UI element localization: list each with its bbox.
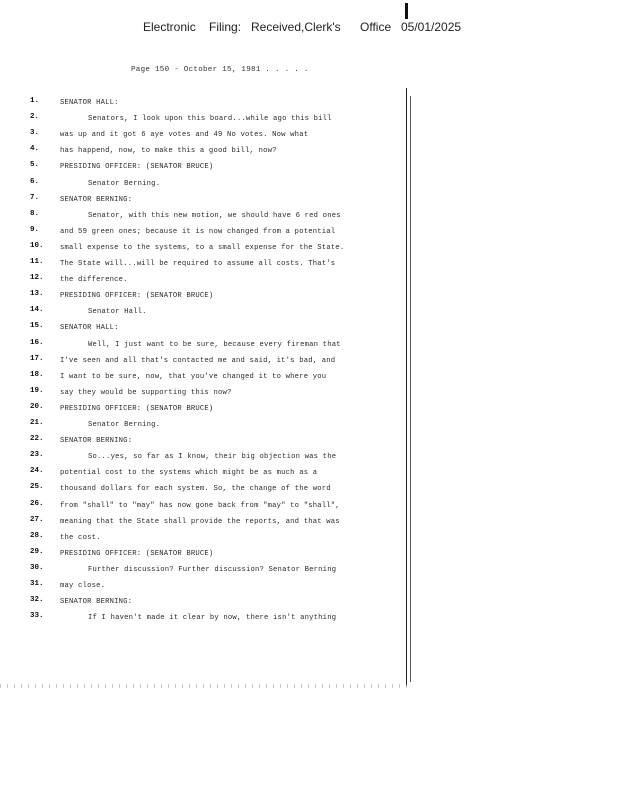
filing-filing: Filing:	[209, 20, 242, 34]
line-number: 3.	[30, 129, 40, 138]
line-number: 27.	[30, 515, 44, 524]
line-text: and 59 green ones; because it is now changed from a potential	[60, 227, 336, 236]
line-text: PRESIDING OFFICER: (SENATOR BRUCE)	[60, 292, 214, 301]
transcript-line	[0, 516, 406, 532]
transcript-line	[0, 178, 406, 194]
line-number: 13.	[30, 290, 44, 299]
line-text: was up and it got 6 aye votes and 49 No votes. Now what	[60, 131, 309, 140]
transcript-line	[0, 500, 406, 516]
line-number: 14.	[30, 306, 44, 315]
scan-speckle	[0, 684, 410, 688]
transcript-line	[0, 419, 406, 435]
transcript-line	[0, 596, 406, 612]
filing-electronic: Electronic	[143, 20, 196, 34]
transcript-line	[0, 548, 406, 564]
transcript-line	[0, 258, 406, 274]
right-margin-rule-inner	[410, 96, 411, 682]
transcript-line	[0, 306, 406, 322]
transcript-line	[0, 274, 406, 290]
filing-date: 05/01/2025	[401, 20, 462, 34]
scan-mark	[405, 3, 408, 19]
line-number: 26.	[30, 499, 44, 508]
transcript-line	[0, 483, 406, 499]
line-number: 17.	[30, 354, 44, 363]
line-text: PRESIDING OFFICER: (SENATOR BRUCE)	[60, 404, 214, 413]
page-heading: Page 150 - October 15, 1981 . . . . .	[131, 66, 309, 74]
transcript-line	[0, 113, 406, 129]
transcript-line	[0, 226, 406, 242]
transcript-line	[0, 322, 406, 338]
line-text: If I haven't made it clear by now, there isn't anything	[88, 614, 337, 623]
line-number: 5.	[30, 161, 40, 170]
transcript-line	[0, 161, 406, 177]
line-number: 22.	[30, 435, 44, 444]
line-number: 9.	[30, 225, 40, 234]
transcript-line	[0, 97, 406, 113]
line-text: Well, I just want to be sure, because every fireman that	[88, 340, 341, 349]
line-number: 31.	[30, 580, 44, 588]
line-number: 25.	[30, 483, 44, 492]
line-number: 2.	[30, 113, 40, 122]
line-number: 8.	[30, 209, 40, 218]
line-text: Senators, I look upon this board...while ago this bill	[88, 115, 332, 124]
line-text: Senator Berning.	[88, 179, 161, 188]
line-text: SENATOR HALL:	[60, 99, 119, 107]
right-margin-rule	[406, 88, 407, 686]
transcript-line	[0, 580, 406, 596]
line-number: 11.	[30, 258, 44, 266]
line-text: Senator Berning.	[88, 421, 161, 429]
line-number: 20.	[30, 402, 44, 411]
transcript-line	[0, 371, 406, 387]
transcript-line	[0, 387, 406, 403]
line-text: say they would be supporting this now?	[60, 388, 232, 397]
transcript-line	[0, 242, 406, 258]
line-number: 29.	[30, 547, 44, 556]
transcript-line	[0, 467, 406, 483]
line-number: 21.	[30, 419, 44, 427]
line-text: the cost.	[60, 533, 101, 542]
line-number: 7.	[30, 193, 40, 202]
transcript-line	[0, 612, 406, 628]
line-text: The State will...will be required to assume all costs. That's	[60, 260, 336, 268]
line-text: thousand dollars for each system. So, the change of the word	[60, 485, 331, 494]
filing-received: Received,Clerk's	[251, 20, 341, 34]
line-number: 32.	[30, 596, 44, 605]
transcript-line	[0, 194, 406, 210]
line-text: from "shall" to "may" has now gone back from "may" to "shall",	[60, 501, 340, 510]
transcript-line	[0, 290, 406, 306]
line-text: SENATOR BERNING:	[60, 195, 133, 204]
line-number: 15.	[30, 322, 44, 331]
line-number: 23.	[30, 451, 44, 460]
line-text: Further discussion? Further discussion? Senator Berning	[88, 565, 337, 574]
line-number: 24.	[30, 467, 44, 476]
transcript-line	[0, 451, 406, 467]
transcript-line	[0, 355, 406, 371]
line-number: 6.	[30, 177, 40, 186]
line-number: 19.	[30, 386, 44, 395]
line-text: potential cost to the systems which might be as much as a	[60, 469, 318, 478]
transcript-line	[0, 145, 406, 161]
line-text: I've seen and all that's contacted me and said, it's bad, and	[60, 356, 336, 365]
transcript-line	[0, 210, 406, 226]
transcript-line	[0, 339, 406, 355]
line-text: the difference.	[60, 276, 128, 285]
line-text: PRESIDING OFFICER: (SENATOR BRUCE)	[60, 163, 214, 172]
line-number: 10.	[30, 241, 44, 250]
filing-office: Office	[360, 20, 392, 34]
line-number: 4.	[30, 145, 40, 154]
line-number: 18.	[30, 370, 44, 379]
line-text: small expense to the systems, to a small expense for the State.	[60, 243, 345, 252]
line-text: SENATOR BERNING:	[60, 437, 133, 446]
line-text: Senator, with this new motion, we should have 6 red ones	[88, 211, 341, 220]
line-text: Senator Hall.	[88, 308, 147, 317]
line-number: 16.	[30, 338, 44, 347]
line-number: 12.	[30, 274, 44, 283]
line-number: 30.	[30, 563, 44, 572]
line-number: 1.	[30, 97, 40, 105]
line-number: 33.	[30, 612, 44, 621]
line-text: So...yes, so far as I know, their big objection was the	[88, 453, 337, 462]
line-text: PRESIDING OFFICER: (SENATOR BRUCE)	[60, 549, 214, 558]
line-text: SENATOR HALL:	[60, 324, 119, 333]
line-text: SENATOR BERNING:	[60, 598, 133, 607]
transcript-line	[0, 129, 406, 145]
line-text: meaning that the State shall provide the reports, and that was	[60, 517, 340, 526]
line-text: has happend, now, to make this a good bill, now?	[60, 147, 277, 156]
transcript-line	[0, 564, 406, 580]
transcript-line	[0, 435, 406, 451]
transcript-line	[0, 403, 406, 419]
line-text: I want to be sure, now, that you've changed it to where you	[60, 372, 327, 381]
line-text: may close.	[60, 582, 106, 590]
line-number: 28.	[30, 531, 44, 540]
transcript-line	[0, 532, 406, 548]
